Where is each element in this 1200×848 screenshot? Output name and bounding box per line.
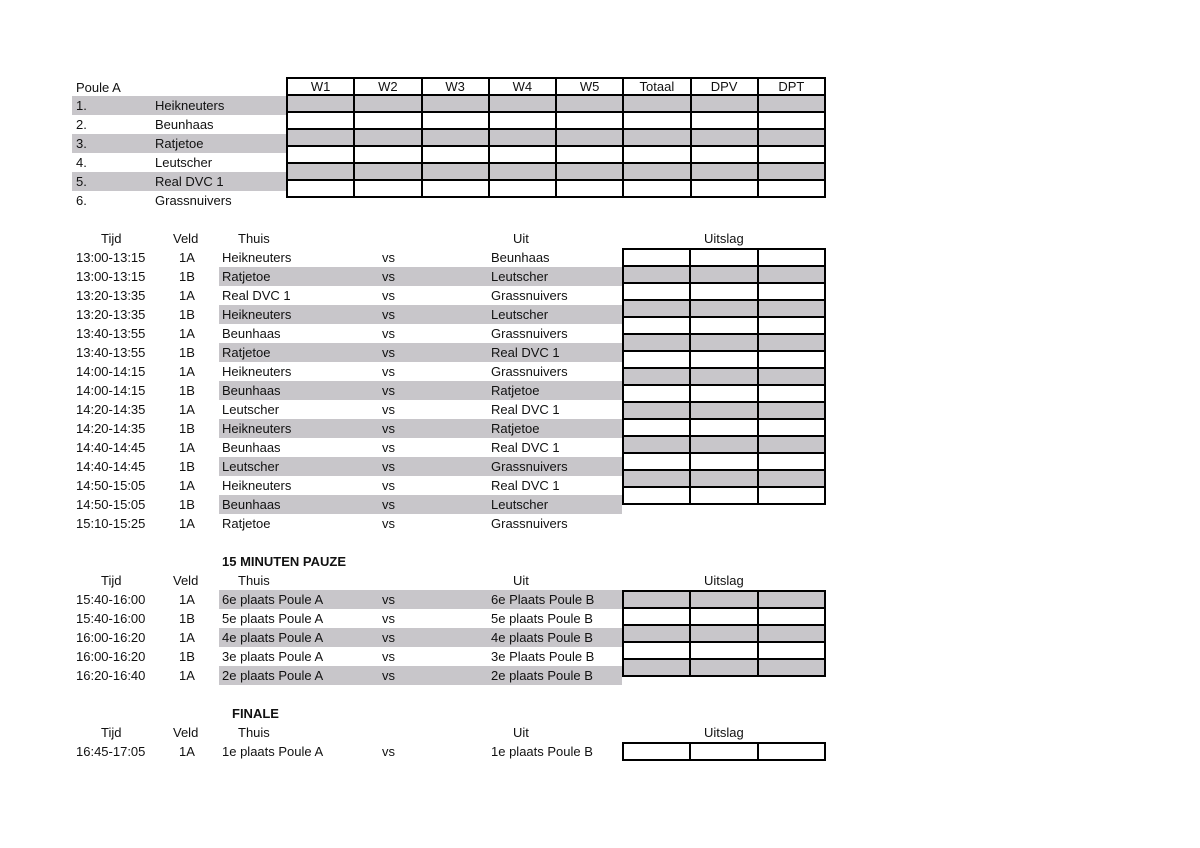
match-time: 14:00-14:15 [76, 364, 146, 379]
result-cell[interactable] [758, 743, 825, 760]
result-row [623, 300, 825, 317]
standings-header-row [287, 78, 825, 95]
match-vs: vs [382, 345, 395, 360]
result-cell[interactable] [758, 625, 825, 642]
match-home: Heikneuters [222, 250, 292, 265]
match-field: 1A [179, 744, 195, 759]
result-cell[interactable] [623, 385, 690, 402]
poule-title: Poule A [76, 80, 121, 95]
standings-row [287, 112, 825, 129]
match-time: 14:40-14:45 [76, 440, 146, 455]
match-time: 15:10-15:25 [76, 516, 146, 531]
score-cell[interactable] [691, 146, 758, 163]
result-cell[interactable] [623, 436, 690, 453]
match-vs: vs [382, 459, 395, 474]
header-uitslag: Uitslag [704, 231, 744, 246]
result-cell[interactable] [623, 453, 690, 470]
match-field: 1B [179, 459, 195, 474]
result-cell[interactable] [690, 249, 757, 266]
result-cell[interactable] [623, 317, 690, 334]
result-row [623, 402, 825, 419]
result-cell[interactable] [690, 351, 757, 368]
team-name: Ratjetoe [155, 136, 204, 151]
match-away: Real DVC 1 [491, 478, 560, 493]
match-vs: vs [382, 516, 395, 531]
match-away: Ratjetoe [491, 421, 540, 436]
match-away: Grassnuivers [491, 326, 568, 341]
score-cell[interactable] [758, 95, 825, 112]
result-cell[interactable] [758, 300, 825, 317]
score-cell[interactable] [287, 112, 354, 129]
score-cell[interactable] [691, 95, 758, 112]
result-cell[interactable] [758, 351, 825, 368]
col-header: W4 [489, 78, 556, 95]
score-cell[interactable] [556, 180, 623, 197]
result-cell[interactable] [690, 743, 757, 760]
match-field: 1B [179, 345, 195, 360]
result-cell[interactable] [690, 659, 757, 676]
result-row [623, 385, 825, 402]
result-cell[interactable] [690, 642, 757, 659]
match-field: 1A [179, 402, 195, 417]
col-header: DPV [691, 78, 758, 95]
finale-title: FINALE [232, 706, 279, 721]
result-cell[interactable] [623, 743, 690, 760]
score-cell[interactable] [758, 146, 825, 163]
match-home: 1e plaats Poule A [222, 744, 324, 759]
match-home: Beunhaas [222, 440, 281, 455]
match-away: Ratjetoe [491, 383, 540, 398]
result-row [623, 470, 825, 487]
match-vs: vs [382, 440, 395, 455]
standings-table [286, 77, 826, 198]
result-cell[interactable] [623, 591, 690, 608]
team-rank: 4. [76, 155, 87, 170]
result-cell[interactable] [690, 334, 757, 351]
match-vs: vs [382, 383, 395, 398]
match-away: Real DVC 1 [491, 440, 560, 455]
header-tijd: Tijd [101, 573, 122, 588]
score-cell[interactable] [354, 112, 421, 129]
match-time: 13:40-13:55 [76, 345, 146, 360]
match-vs: vs [382, 649, 395, 664]
score-cell[interactable] [489, 112, 556, 129]
result-row [623, 659, 825, 676]
result-cell[interactable] [758, 487, 825, 504]
score-cell[interactable] [287, 146, 354, 163]
result-cell[interactable] [758, 283, 825, 300]
score-cell[interactable] [758, 112, 825, 129]
score-cell[interactable] [422, 180, 489, 197]
result-cell[interactable] [623, 470, 690, 487]
score-cell[interactable] [287, 129, 354, 146]
match-vs: vs [382, 402, 395, 417]
team-rank: 5. [76, 174, 87, 189]
result-cell[interactable] [623, 625, 690, 642]
col-header: DPT [758, 78, 825, 95]
score-cell[interactable] [556, 146, 623, 163]
result-cell[interactable] [623, 419, 690, 436]
score-cell[interactable] [489, 146, 556, 163]
standings-row [287, 163, 825, 180]
result-cell[interactable] [758, 436, 825, 453]
score-cell[interactable] [489, 180, 556, 197]
match-time: 16:20-16:40 [76, 668, 146, 683]
match-vs: vs [382, 497, 395, 512]
match-away: 1e plaats Poule B [491, 744, 593, 759]
col-header: W1 [287, 78, 354, 95]
match-field: 1A [179, 516, 195, 531]
col-header: W2 [354, 78, 421, 95]
col-header: W3 [422, 78, 489, 95]
match-field: 1B [179, 383, 195, 398]
header-veld: Veld [173, 725, 199, 740]
match-vs: vs [382, 364, 395, 379]
team-name: Real DVC 1 [155, 174, 224, 189]
result-row [623, 487, 825, 504]
match-home: Heikneuters [222, 421, 292, 436]
match-vs: vs [382, 307, 395, 322]
result-cell[interactable] [623, 402, 690, 419]
team-rank: 3. [76, 136, 87, 151]
result-cell[interactable] [758, 385, 825, 402]
match-time: 16:00-16:20 [76, 630, 146, 645]
result-cell[interactable] [758, 470, 825, 487]
header-thuis: Thuis [238, 573, 270, 588]
result-cell[interactable] [690, 453, 757, 470]
match-home: Leutscher [222, 402, 280, 417]
header-uitslag: Uitslag [704, 725, 744, 740]
col-header: W5 [556, 78, 623, 95]
match-field: 1A [179, 592, 195, 607]
score-cell[interactable] [758, 180, 825, 197]
header-tijd: Tijd [101, 231, 122, 246]
match-vs: vs [382, 478, 395, 493]
match-away: Leutscher [491, 307, 549, 322]
result-cell[interactable] [690, 419, 757, 436]
result-cell[interactable] [623, 659, 690, 676]
match-row-shade [219, 343, 622, 362]
team-name: Leutscher [155, 155, 213, 170]
match-time: 15:40-16:00 [76, 611, 146, 626]
match-time: 14:50-15:05 [76, 497, 146, 512]
result-row [623, 283, 825, 300]
score-cell[interactable] [489, 129, 556, 146]
header-thuis: Thuis [238, 231, 270, 246]
header-thuis: Thuis [238, 725, 270, 740]
result-cell[interactable] [623, 487, 690, 504]
match-vs: vs [382, 421, 395, 436]
result-cell[interactable] [690, 317, 757, 334]
header-veld: Veld [173, 231, 199, 246]
result-cell[interactable] [758, 266, 825, 283]
result-cell[interactable] [690, 368, 757, 385]
match-time: 13:00-13:15 [76, 250, 146, 265]
header-uitslag: Uitslag [704, 573, 744, 588]
score-cell[interactable] [623, 146, 690, 163]
score-cell[interactable] [354, 129, 421, 146]
score-cell[interactable] [623, 95, 690, 112]
match-vs: vs [382, 269, 395, 284]
match-home: Heikneuters [222, 307, 292, 322]
match-home: 6e plaats Poule A [222, 592, 324, 607]
result-row [623, 591, 825, 608]
match-home: Beunhaas [222, 383, 281, 398]
result-cell[interactable] [690, 402, 757, 419]
match-field: 1B [179, 307, 195, 322]
score-cell[interactable] [422, 146, 489, 163]
result-cell[interactable] [758, 402, 825, 419]
match-home: Real DVC 1 [222, 288, 291, 303]
score-cell[interactable] [422, 95, 489, 112]
match-away: Real DVC 1 [491, 402, 560, 417]
result-row [623, 249, 825, 266]
result-cell[interactable] [758, 419, 825, 436]
match-home: Heikneuters [222, 364, 292, 379]
result-cell[interactable] [623, 249, 690, 266]
match-vs: vs [382, 288, 395, 303]
score-cell[interactable] [287, 180, 354, 197]
score-cell[interactable] [691, 129, 758, 146]
result-table [622, 248, 826, 505]
match-home: 2e plaats Poule A [222, 668, 324, 683]
result-cell[interactable] [758, 453, 825, 470]
match-home: 3e plaats Poule A [222, 649, 324, 664]
match-time: 14:50-15:05 [76, 478, 146, 493]
standings-row [287, 180, 825, 197]
result-cell[interactable] [623, 266, 690, 283]
score-cell[interactable] [422, 129, 489, 146]
match-field: 1A [179, 668, 195, 683]
result-cell[interactable] [690, 266, 757, 283]
match-home: Ratjetoe [222, 345, 271, 360]
header-tijd: Tijd [101, 725, 122, 740]
match-away: 6e Plaats Poule B [491, 592, 595, 607]
match-time: 14:20-14:35 [76, 402, 146, 417]
match-away: 3e Plaats Poule B [491, 649, 595, 664]
result-row [623, 743, 825, 760]
match-field: 1A [179, 440, 195, 455]
match-home: Ratjetoe [222, 516, 271, 531]
match-away: Leutscher [491, 497, 549, 512]
team-name: Beunhaas [155, 117, 214, 132]
result-row [623, 266, 825, 283]
score-cell[interactable] [287, 163, 354, 180]
match-vs: vs [382, 326, 395, 341]
match-home: Heikneuters [222, 478, 292, 493]
result-cell[interactable] [758, 317, 825, 334]
result-row [623, 351, 825, 368]
result-cell[interactable] [758, 642, 825, 659]
result-cell[interactable] [623, 283, 690, 300]
result-cell[interactable] [690, 300, 757, 317]
match-away: 2e plaats Poule B [491, 668, 593, 683]
match-time: 13:20-13:35 [76, 307, 146, 322]
match-field: 1B [179, 611, 195, 626]
result-row [623, 608, 825, 625]
result-cell[interactable] [758, 334, 825, 351]
match-field: 1A [179, 326, 195, 341]
match-field: 1B [179, 269, 195, 284]
result-cell[interactable] [758, 591, 825, 608]
match-field: 1B [179, 421, 195, 436]
match-away: Leutscher [491, 269, 549, 284]
result-cell[interactable] [758, 659, 825, 676]
result-row [623, 453, 825, 470]
header-uit: Uit [513, 573, 529, 588]
score-cell[interactable] [623, 163, 690, 180]
score-cell[interactable] [354, 180, 421, 197]
result-cell[interactable] [690, 470, 757, 487]
header-uit: Uit [513, 725, 529, 740]
match-away: Grassnuivers [491, 516, 568, 531]
score-cell[interactable] [422, 163, 489, 180]
result-cell[interactable] [623, 300, 690, 317]
score-cell[interactable] [758, 163, 825, 180]
match-home: Ratjetoe [222, 269, 271, 284]
match-vs: vs [382, 592, 395, 607]
standings-row [287, 95, 825, 112]
match-away: Grassnuivers [491, 459, 568, 474]
score-cell[interactable] [556, 129, 623, 146]
result-row [623, 642, 825, 659]
match-vs: vs [382, 744, 395, 759]
result-table [622, 742, 826, 761]
score-cell[interactable] [623, 180, 690, 197]
match-away: 5e plaats Poule B [491, 611, 593, 626]
result-cell[interactable] [690, 608, 757, 625]
match-time: 13:40-13:55 [76, 326, 146, 341]
result-cell[interactable] [690, 283, 757, 300]
pause-title: 15 MINUTEN PAUZE [222, 554, 346, 569]
result-table [622, 590, 826, 677]
score-cell[interactable] [623, 112, 690, 129]
result-cell[interactable] [623, 351, 690, 368]
score-cell[interactable] [556, 95, 623, 112]
match-field: 1B [179, 497, 195, 512]
result-cell[interactable] [690, 487, 757, 504]
match-time: 13:00-13:15 [76, 269, 146, 284]
result-cell[interactable] [690, 436, 757, 453]
match-away: Grassnuivers [491, 288, 568, 303]
match-home: Leutscher [222, 459, 280, 474]
score-cell[interactable] [556, 112, 623, 129]
score-cell[interactable] [287, 95, 354, 112]
match-away: 4e plaats Poule B [491, 630, 593, 645]
team-name: Grassnuivers [155, 193, 232, 208]
result-row [623, 436, 825, 453]
result-cell[interactable] [623, 642, 690, 659]
match-time: 13:20-13:35 [76, 288, 146, 303]
score-cell[interactable] [489, 95, 556, 112]
match-field: 1A [179, 630, 195, 645]
team-rank: 1. [76, 98, 87, 113]
result-row [623, 419, 825, 436]
match-vs: vs [382, 668, 395, 683]
score-cell[interactable] [354, 146, 421, 163]
score-cell[interactable] [758, 129, 825, 146]
result-row [623, 334, 825, 351]
match-away: Grassnuivers [491, 364, 568, 379]
result-cell[interactable] [758, 249, 825, 266]
score-cell[interactable] [489, 163, 556, 180]
match-field: 1A [179, 364, 195, 379]
score-cell[interactable] [623, 129, 690, 146]
score-cell[interactable] [354, 163, 421, 180]
result-cell[interactable] [623, 608, 690, 625]
result-cell[interactable] [690, 625, 757, 642]
match-home: 5e plaats Poule A [222, 611, 324, 626]
match-field: 1A [179, 288, 195, 303]
team-rank: 6. [76, 193, 87, 208]
result-row [623, 625, 825, 642]
score-cell[interactable] [691, 180, 758, 197]
match-home: 4e plaats Poule A [222, 630, 324, 645]
match-time: 16:00-16:20 [76, 649, 146, 664]
score-cell[interactable] [556, 163, 623, 180]
standings-row [287, 146, 825, 163]
result-row [623, 368, 825, 385]
score-cell[interactable] [422, 112, 489, 129]
header-veld: Veld [173, 573, 199, 588]
match-time: 14:20-14:35 [76, 421, 146, 436]
match-field: 1A [179, 250, 195, 265]
match-vs: vs [382, 250, 395, 265]
result-cell[interactable] [690, 591, 757, 608]
match-time: 15:40-16:00 [76, 592, 146, 607]
match-home: Beunhaas [222, 497, 281, 512]
result-cell[interactable] [758, 368, 825, 385]
result-cell[interactable] [623, 334, 690, 351]
match-time: 14:40-14:45 [76, 459, 146, 474]
match-away: Beunhaas [491, 250, 550, 265]
match-home: Beunhaas [222, 326, 281, 341]
match-away: Real DVC 1 [491, 345, 560, 360]
score-cell[interactable] [354, 95, 421, 112]
col-header: Totaal [623, 78, 690, 95]
match-field: 1B [179, 649, 195, 664]
standings-row [287, 129, 825, 146]
match-field: 1A [179, 478, 195, 493]
score-cell[interactable] [691, 112, 758, 129]
match-time: 16:45-17:05 [76, 744, 146, 759]
match-time: 14:00-14:15 [76, 383, 146, 398]
match-row-shade [219, 267, 622, 286]
score-cell[interactable] [691, 163, 758, 180]
result-cell[interactable] [623, 368, 690, 385]
team-name: Heikneuters [155, 98, 225, 113]
result-row [623, 317, 825, 334]
result-cell[interactable] [690, 385, 757, 402]
match-vs: vs [382, 630, 395, 645]
header-uit: Uit [513, 231, 529, 246]
match-vs: vs [382, 611, 395, 626]
result-cell[interactable] [758, 608, 825, 625]
team-rank: 2. [76, 117, 87, 132]
